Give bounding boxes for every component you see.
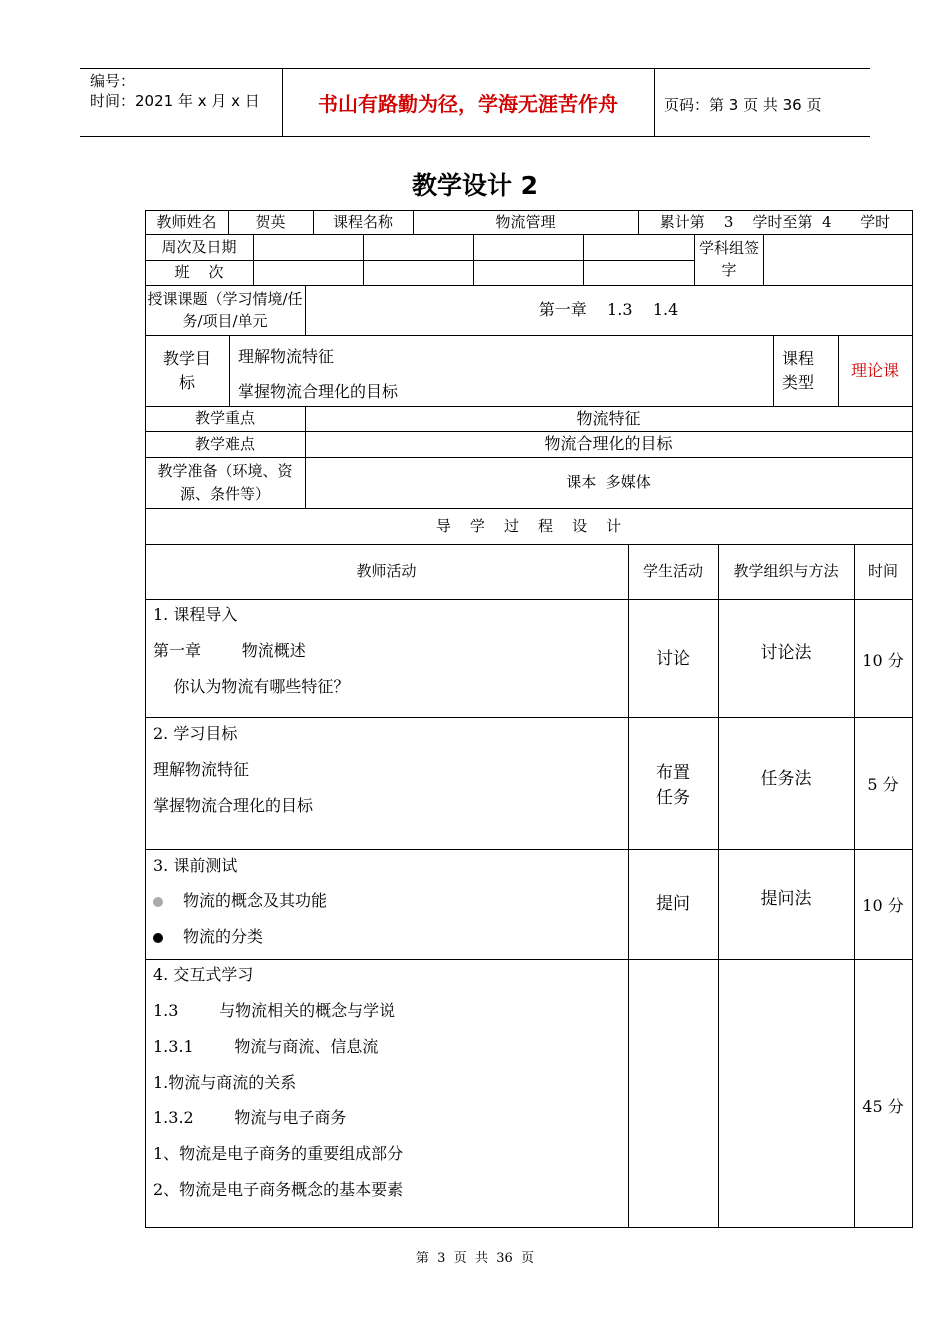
motto-text: 书山有路勤为径，学海无涯苦作舟 (318, 92, 618, 116)
course-type-value: 理论课 (850, 360, 899, 380)
goal-line: 理解物流特征 (238, 347, 335, 366)
page-info: 页码：第 3 页 共 36 页 (664, 96, 822, 114)
goal-line: 掌握物流合理化的目标 (238, 382, 399, 401)
course-type-label: 课程类型 (781, 349, 814, 392)
sign-label: 学科组签字 (698, 239, 759, 279)
student-activity: 提问 (656, 894, 690, 915)
teaching-method: 任务法 (760, 769, 812, 790)
activity-line: 第一章 物流概述 (153, 641, 306, 660)
cumulative-hours: 累计第 3 学时至第 4 学时 (659, 212, 891, 231)
activity-line: 3. 课前测试 (153, 856, 238, 875)
class-label: 班 次 (174, 263, 224, 282)
key-point-label: 教学重点 (194, 409, 255, 428)
document-number-label: 编号： (90, 72, 136, 90)
activity-line: 掌握物流合理化的目标 (153, 796, 314, 815)
header-bottom-rule (80, 136, 870, 137)
activity-line: 理解物流特征 (153, 760, 250, 779)
activity-line: 2、物流是电子商务概念的基本要素 (153, 1180, 404, 1199)
activity-line: 2. 学习目标 (153, 724, 238, 743)
activity-line: 你认为物流有哪些特征？ (153, 677, 350, 696)
topic-label: 授课课题（学习情境/任务/项目/单元 (147, 289, 303, 330)
student-activity: 布置任务 (656, 763, 690, 808)
teaching-method: 提问法 (760, 889, 812, 910)
bullet-item (153, 924, 263, 947)
topic-value: 第一章 1.3 1.4 (538, 300, 679, 319)
bullet-text: 物流的分类 (183, 927, 264, 946)
bullet-item (153, 888, 327, 911)
activity-line: 1.3.2 物流与电子商务 (153, 1108, 347, 1127)
process-heading: 导 学 过 程 设 计 (435, 516, 622, 535)
teacher-name-label: 教师姓名 (156, 212, 217, 231)
preparation-value: 课本 多媒体 (566, 473, 651, 492)
time-allotment: 5 分 (867, 775, 899, 794)
page-footer: 第 3 页 共 36 页 (415, 1251, 535, 1266)
activity-line: 1.物流与商流的关系 (153, 1073, 297, 1092)
student-activity (628, 1080, 718, 1110)
time-allotment: 45 分 (862, 1097, 904, 1116)
difficulty-label: 教学难点 (194, 434, 255, 453)
teaching-method: 讨论法 (760, 643, 812, 664)
teaching-method (718, 1080, 854, 1110)
bullet-text: 物流的概念及其功能 (183, 891, 328, 910)
teacher-name-value: 贺英 (255, 212, 286, 231)
student-activity: 讨论 (656, 649, 690, 670)
activity-line: 1.3.1 物流与商流、信息流 (153, 1037, 379, 1056)
preparation-label: 教学准备（环境、资源、条件等） (157, 462, 293, 503)
course-name-value: 物流管理 (495, 212, 556, 231)
difficulty-value: 物流合理化的目标 (544, 434, 673, 453)
goal-label: 教学目标 (162, 349, 211, 392)
bullet-icon (153, 933, 163, 943)
column-header-method: 教学组织与方法 (733, 562, 839, 581)
time-allotment: 10 分 (862, 651, 904, 670)
header-top-rule (80, 68, 870, 69)
week-date-label: 周次及日期 (161, 237, 237, 256)
key-point-value: 物流特征 (576, 408, 641, 428)
header-divider (654, 68, 655, 136)
activity-line: 4. 交互式学习 (153, 965, 254, 984)
page-title: 教学设计 2 (411, 171, 539, 200)
course-name-label: 课程名称 (332, 212, 393, 231)
bullet-icon (153, 897, 163, 907)
column-header-time: 时间 (867, 562, 898, 581)
column-header-student-activity: 学生活动 (642, 562, 703, 581)
activity-line: 1.3 与物流相关的概念与学说 (153, 1001, 396, 1020)
column-header-teacher-activity: 教师活动 (356, 562, 417, 581)
document-time-label: 时间：2021 年 x 月 x 日 (90, 92, 260, 110)
activity-line: 1. 课程导入 (153, 605, 238, 624)
activity-line: 1、物流是电子商务的重要组成部分 (153, 1144, 404, 1163)
time-allotment: 10 分 (862, 896, 904, 915)
